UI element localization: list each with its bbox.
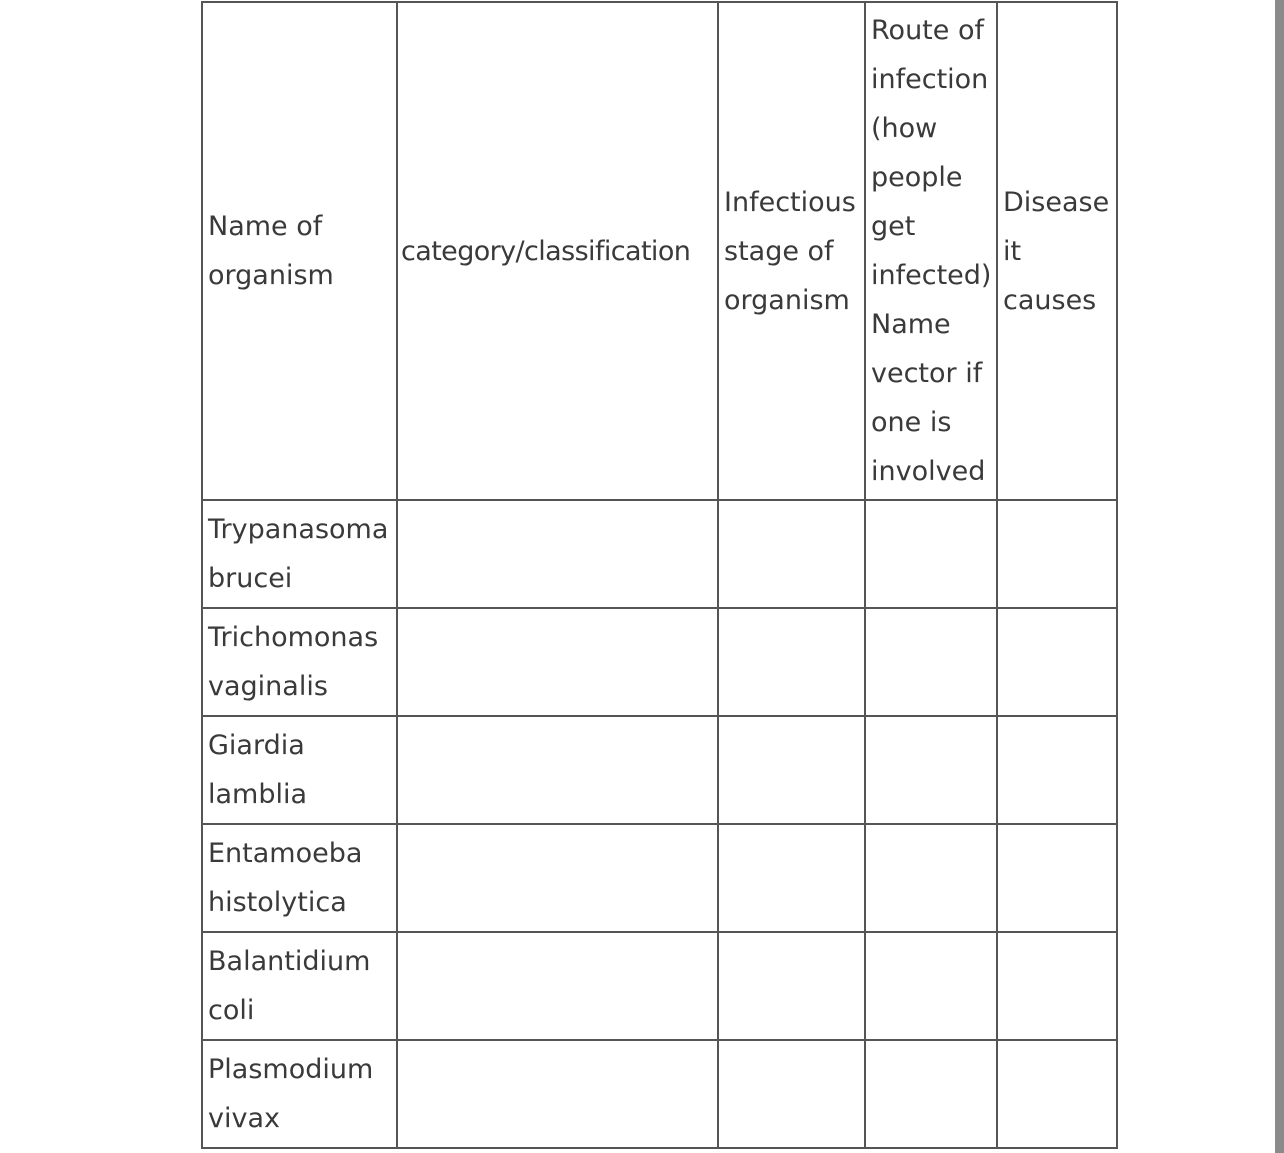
scrollbar-edge[interactable] <box>1275 0 1284 1153</box>
table-row <box>202 1040 1117 1148</box>
route-cell <box>865 1040 997 1148</box>
disease-cell <box>997 716 1117 824</box>
organism-name-cell: Balantidium coli <box>202 932 397 1040</box>
organism-name-cell: Trichomonas vaginalis <box>202 608 397 716</box>
header-infectious-stage: Infectious stage of organism <box>718 2 865 500</box>
route-cell <box>865 716 997 824</box>
table-header-row <box>202 2 1117 500</box>
route-cell <box>865 608 997 716</box>
organism-name-cell: Giardia lamblia <box>202 716 397 824</box>
route-cell <box>865 500 997 608</box>
route-cell <box>865 824 997 932</box>
organism-name-cell: Entamoeba histolytica <box>202 824 397 932</box>
header-name-of-organism: Name of organism <box>202 2 397 500</box>
table-row <box>202 716 1117 824</box>
table-row <box>202 932 1117 1040</box>
infectious-stage-cell <box>718 716 865 824</box>
category-cell <box>397 1040 718 1148</box>
header-route-of-infection: Route of infection (how people get infected) Name vector if one is involved <box>865 2 997 500</box>
disease-cell <box>997 824 1117 932</box>
category-cell <box>397 500 718 608</box>
infectious-stage-cell <box>718 608 865 716</box>
infectious-stage-cell <box>718 932 865 1040</box>
table-row <box>202 500 1117 608</box>
infectious-stage-cell <box>718 824 865 932</box>
route-cell <box>865 932 997 1040</box>
infectious-stage-cell <box>718 500 865 608</box>
category-cell <box>397 608 718 716</box>
organism-table <box>201 1 1118 1149</box>
category-cell <box>397 932 718 1040</box>
category-cell <box>397 824 718 932</box>
table-row <box>202 608 1117 716</box>
disease-cell <box>997 500 1117 608</box>
disease-cell <box>997 1040 1117 1148</box>
header-disease-it-causes: Disease it causes <box>997 2 1117 500</box>
disease-cell <box>997 932 1117 1040</box>
organism-name-cell: Plasmodium vivax <box>202 1040 397 1148</box>
table-row <box>202 824 1117 932</box>
infectious-stage-cell <box>718 1040 865 1148</box>
header-category-classification: category/classification <box>397 2 718 500</box>
disease-cell <box>997 608 1117 716</box>
organism-name-cell: Trypanasoma brucei <box>202 500 397 608</box>
category-cell <box>397 716 718 824</box>
